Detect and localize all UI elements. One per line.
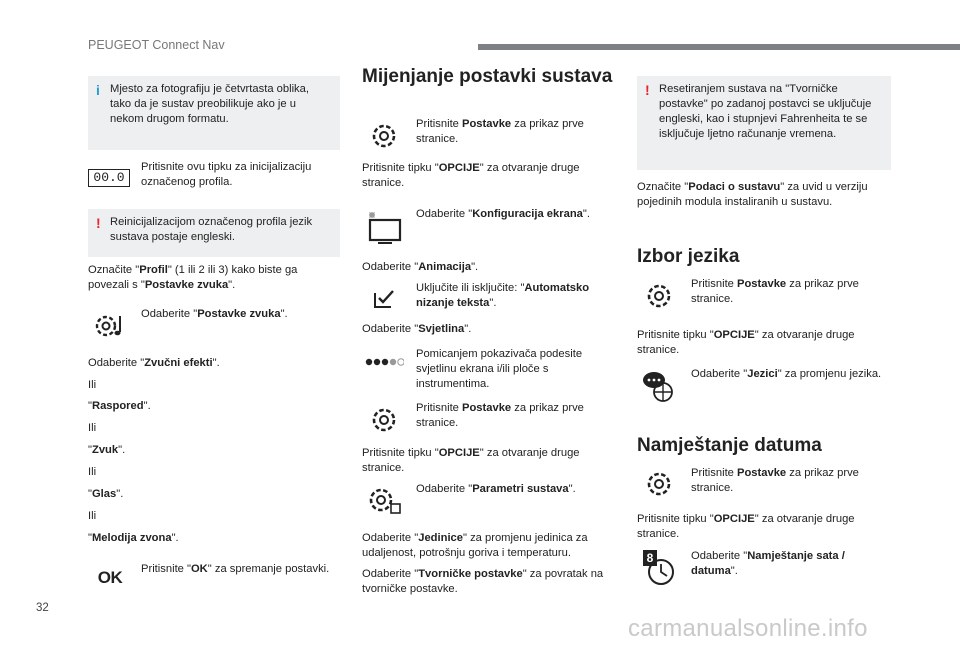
sound-settings-icon (88, 310, 132, 342)
ok-text: Pritisnite "OK" za spremanje postavki. (141, 563, 330, 575)
settings-gear-icon (637, 280, 681, 312)
header-bar (478, 44, 960, 50)
glas-line: "Glas". (88, 488, 124, 500)
settings-gear-icon (637, 468, 681, 500)
or-3: Ili (88, 466, 97, 478)
checkbox-icon (362, 282, 406, 314)
settings-gear-icon (362, 120, 406, 152)
warning-note (637, 76, 891, 170)
c2-p9: Pritisnite tipku "OPCIJE" za otvaranje druge stranice. (362, 447, 580, 474)
ok-icon: OK (97, 568, 123, 587)
c2-p4: Odaberite "Animacija". (362, 261, 479, 273)
profil-paragraph: Označite "Profil" (1 ili 2 ili 3) kako biste ga povezali s "Postavke zvuka". (88, 264, 298, 291)
info-icon: i (96, 82, 100, 98)
effects-line: Odaberite "Zvučni efekti". (88, 357, 220, 369)
clock-badge: 8 (643, 550, 657, 566)
reset-text: Pritisnite ovu tipku za inicijalizaciju označenog profila. (141, 161, 312, 188)
raspored-line: "Raspored". (88, 400, 151, 412)
c2-p3: Odaberite "Konfiguracija ekrana". (416, 208, 590, 220)
warning-note (88, 209, 340, 257)
c3-p2: Pritisnite Postavke za prikaz prve stranice. (691, 278, 859, 305)
info-note (88, 76, 340, 150)
reset-profile-icon: 00.0 (88, 162, 130, 194)
screen-config-icon (362, 210, 406, 246)
or-2: Ili (88, 422, 97, 434)
or-1: Ili (88, 379, 97, 391)
section-title-system-settings: Mijenjanje postavki sustava (362, 66, 613, 87)
c3-p5: Pritisnite Postavke za prikaz prve stranice. (691, 467, 859, 494)
or-4: Ili (88, 510, 97, 522)
c2-p5: Uključite ili isključite: "Automatsko nizanje teksta". (416, 282, 590, 309)
header-title: PEUGEOT Connect Nav (88, 38, 225, 52)
section-title-language: Izbor jezika (637, 246, 740, 267)
zvuk-line: "Zvuk". (88, 444, 126, 456)
warning-icon: ! (645, 82, 650, 98)
warning-note-text: Reinicijalizacijom označenog profila jezik sustava postaje engleski. (110, 216, 313, 243)
select-sound-settings: Odaberite "Postavke zvuka". (141, 308, 288, 320)
c3-p6: Pritisnite tipku "OPCIJE" za otvaranje druge stranice. (637, 513, 855, 540)
c2-p12: Odaberite "Tvorničke postavke" za povratak na tvorničke postavke. (362, 568, 604, 595)
settings-gear-icon (362, 404, 406, 436)
section-title-date: Namještanje datuma (637, 435, 822, 456)
melodija-line: "Melodija zvona". (88, 532, 179, 544)
system-params-icon (362, 484, 406, 516)
info-note-text: Mjesto za fotografiju je četvrtasta oblika, tako da je sustav preobilikuje ako je u nekom drugom formatu. (110, 83, 309, 125)
c3-p7: Odaberite "Namještanje sata / datuma". (691, 550, 845, 577)
c2-p10: Odaberite "Parametri sustava". (416, 483, 576, 495)
c2-p1: Pritisnite Postavke za prikaz prve stranice. (416, 118, 584, 145)
c3-p3: Pritisnite tipku "OPCIJE" za otvaranje druge stranice. (637, 329, 855, 356)
brightness-slider-icon (362, 346, 406, 378)
c2-p2: Pritisnite tipku "OPCIJE" za otvaranje druge stranice. (362, 162, 580, 189)
page-number: 32 (36, 602, 49, 614)
warning-note-text: Resetiranjem sustava na "Tvorničke postavke" po zadanoj postavci se uključuje engleski, kao i stupnjevi Fahrenheita te se isključuje ljetno računanje vremena. (659, 83, 872, 140)
clock-date-icon (637, 550, 681, 588)
language-icon (637, 370, 681, 404)
c2-p8: Pritisnite Postavke za prikaz prve stranice. (416, 402, 584, 429)
c2-p11: Odaberite "Jedinice" za promjenu jedinica za udaljenost, potrošnju goriva i temperaturu. (362, 532, 588, 559)
c3-p1: Označite "Podaci o sustavu" za uvid u verziju pojedinih modula instaliranih u sustavu. (637, 181, 868, 208)
c2-p6: Odaberite "Svjetlina". (362, 323, 472, 335)
watermark: carmanualsonline.info (628, 615, 868, 642)
c3-p4: Odaberite "Jezici" za promjenu jezika. (691, 368, 882, 380)
c2-p7: Pomicanjem pokazivača podesite svjetlinu ekrana i/ili ploče s instrumentima. (416, 348, 583, 390)
warning-icon: ! (96, 215, 101, 231)
